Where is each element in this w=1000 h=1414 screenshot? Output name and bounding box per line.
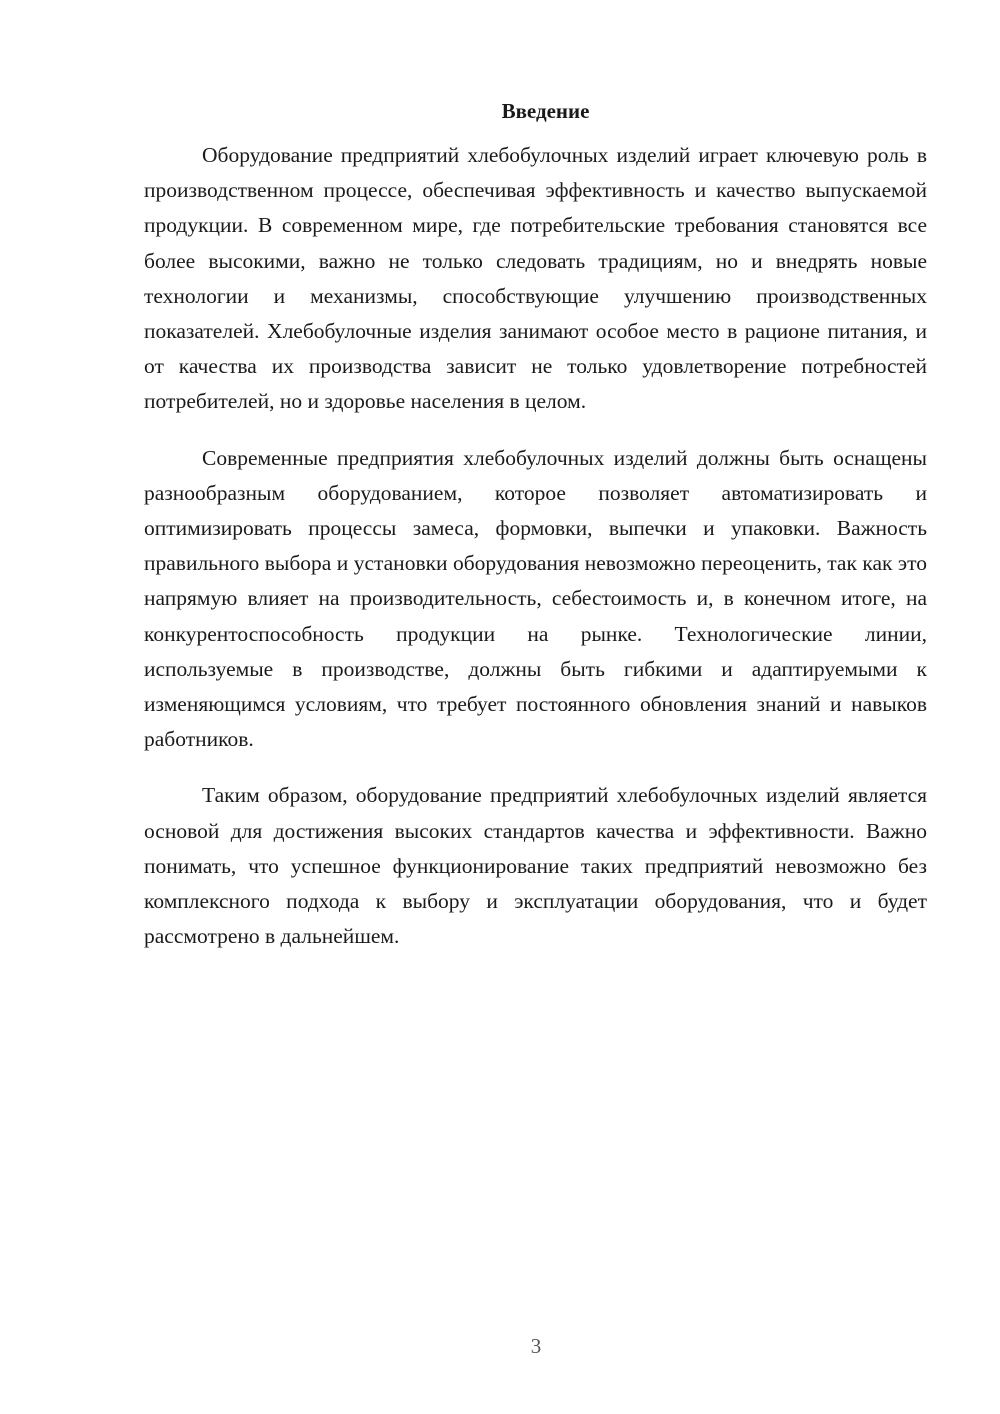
paragraph-1: Оборудование предприятий хлебобулочных изделий играет ключевую роль в производственном процессе, обеспечивая эффективность и качество выпускаемой продукции. В современном мире, где потребительские требования становятся все более высокими, важно не только следовать традициям, но и внедрять новые технологии и механизмы, способствующие улучшению производственных показателей. Хлебобулочные изделия занимают особое место в рационе питания, и от качества их производства зависит не только удовлетворение потребностей потребителей, но и здоровье населения в целом. xyxy=(144,143,927,414)
paragraph-3: Таким образом, оборудование предприятий хлебобулочных изделий является основой для достижения высоких стандартов качества и эффективности. Важно понимать, что успешное функционирование таких предприятий невозможно без комплексного подхода к выбору и эксплуатации оборудования, что и будет рассмотрено в дальнейшем. xyxy=(144,783,927,949)
document-body xyxy=(144,96,927,975)
page-number: 3 xyxy=(530,1334,542,1358)
paragraph-2: Современные предприятия хлебобулочных изделий должны быть оснащены разнообразным оборудованием, которое позволяет автоматизировать и оптимизировать процессы замеса, формовки, выпечки и упаковки. Важность правильного выбора и установки оборудования невозможно переоценить, так как это напрямую влияет на производительность, себестоимость и, в конечном итоге, на конкурентоспособность продукции на рынке. Технологические линии, используемые в производстве, должны быть гибкими и адаптируемыми к изменяющимся условиям, что требует постоянного обновления знаний и навыков работников. xyxy=(144,445,927,752)
section-heading: Введение xyxy=(501,99,590,123)
